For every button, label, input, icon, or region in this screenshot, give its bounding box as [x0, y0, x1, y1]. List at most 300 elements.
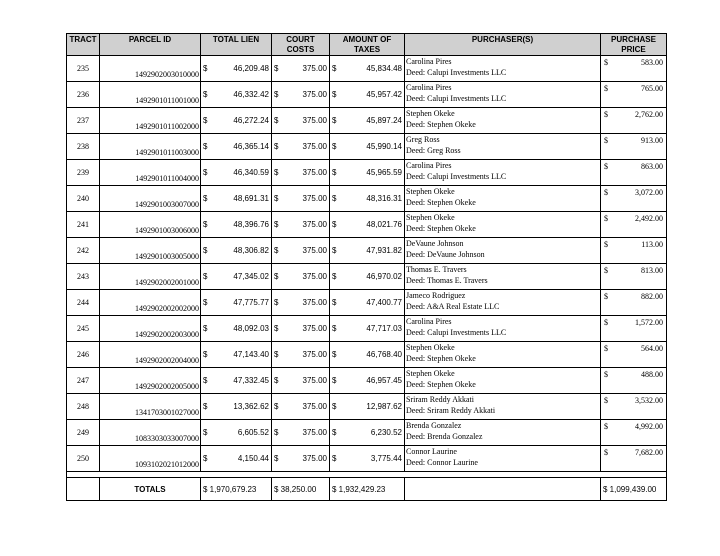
taxes-cell [330, 238, 405, 264]
parcel-id: 1492902003010000 [100, 56, 201, 82]
purchase-price-cell [601, 394, 667, 420]
currency-symbol: $ [604, 292, 608, 301]
purchaser-name: Carolina Pires [406, 57, 452, 66]
total-lien-cell [201, 394, 272, 420]
purchaser-cell [405, 368, 601, 394]
tract-number: 238 [67, 134, 100, 160]
currency-symbol: $ [203, 402, 208, 411]
total-lien-value: 46,365.14 [233, 142, 269, 151]
taxes-cell [330, 212, 405, 238]
court-costs-cell [272, 212, 330, 238]
purchaser-name: Stephen Okeke [406, 187, 455, 196]
parcel-id: 1492901011004000 [100, 160, 201, 186]
parcel-id: 1492902002005000 [100, 368, 201, 394]
header-purchasers: PURCHASER(S) [405, 34, 601, 56]
court-costs-cell [272, 264, 330, 290]
court-costs-value: 375.00 [302, 350, 327, 359]
tract-number: 235 [67, 56, 100, 82]
deed-holder: Deed: DeVaune Johnson [406, 250, 485, 259]
purchaser-cell [405, 160, 601, 186]
total-lien-cell [201, 160, 272, 186]
currency-symbol: $ [274, 220, 279, 229]
deed-holder: Deed: Greg Ross [406, 146, 461, 155]
court-costs-cell [272, 446, 330, 472]
purchase-price-cell [601, 82, 667, 108]
total-lien-cell [201, 316, 272, 342]
currency-symbol: $ [203, 350, 208, 359]
purchase-price-value: 2,492.00 [635, 214, 663, 223]
court-costs-value: 375.00 [302, 194, 327, 203]
purchaser-name: Greg Ross [406, 135, 440, 144]
currency-symbol: $ [332, 194, 337, 203]
currency-symbol: $ [274, 64, 279, 73]
currency-symbol: $ [332, 246, 337, 255]
taxes-value: 6,230.52 [370, 428, 402, 437]
currency-symbol: $ [332, 454, 337, 463]
currency-symbol: $ [604, 188, 608, 197]
totals-purchaser-blank [405, 478, 601, 501]
court-costs-cell [272, 160, 330, 186]
court-costs-cell [272, 186, 330, 212]
tract-number: 236 [67, 82, 100, 108]
totals-court-costs: $ 38,250.00 [272, 478, 330, 501]
totals-purchase-price: $ 1,099,439.00 [601, 478, 667, 501]
header-tract: TRACT [67, 34, 100, 56]
taxes-cell [330, 420, 405, 446]
purchaser-name: Jameco Rodriguez [406, 291, 466, 300]
purchaser-name: Connor Laurine [406, 447, 457, 456]
currency-symbol: $ [604, 266, 608, 275]
header-amount-of-taxes: AMOUNT OF TAXES [330, 34, 405, 56]
taxes-value: 45,834.48 [366, 64, 402, 73]
purchaser-name: Carolina Pires [406, 83, 452, 92]
currency-symbol: $ [274, 324, 279, 333]
currency-symbol: $ [604, 58, 608, 67]
court-costs-value: 375.00 [302, 64, 327, 73]
total-lien-value: 46,332.42 [233, 90, 269, 99]
currency-symbol: $ [274, 272, 279, 281]
taxes-cell [330, 82, 405, 108]
court-costs-cell [272, 134, 330, 160]
tract-number: 248 [67, 394, 100, 420]
court-costs-cell [272, 342, 330, 368]
taxes-cell [330, 290, 405, 316]
purchaser-name: Stephen Okeke [406, 109, 455, 118]
court-costs-cell [272, 56, 330, 82]
purchase-price-cell [601, 56, 667, 82]
currency-symbol: $ [203, 246, 208, 255]
deed-holder: Deed: A&A Real Estate LLC [406, 302, 500, 311]
currency-symbol: $ [332, 64, 337, 73]
court-costs-value: 375.00 [302, 402, 327, 411]
currency-symbol: $ [332, 428, 337, 437]
parcel-id: 1093102021012000 [100, 446, 201, 472]
purchaser-name: Carolina Pires [406, 161, 452, 170]
total-lien-cell [201, 56, 272, 82]
parcel-id: 1492901011003000 [100, 134, 201, 160]
currency-symbol: $ [604, 370, 608, 379]
purchase-price-cell [601, 290, 667, 316]
currency-symbol: $ [332, 298, 337, 307]
tract-number: 242 [67, 238, 100, 264]
header-total-lien: TOTAL LIEN [201, 34, 272, 56]
court-costs-cell [272, 420, 330, 446]
parcel-id: 1492902002002000 [100, 290, 201, 316]
purchase-price-cell [601, 108, 667, 134]
table-row [67, 290, 667, 316]
currency-symbol: $ [332, 272, 337, 281]
totals-blank [67, 478, 100, 501]
taxes-value: 46,957.45 [366, 376, 402, 385]
purchase-price-value: 882.00 [641, 292, 663, 301]
court-costs-value: 375.00 [302, 298, 327, 307]
currency-symbol: $ [332, 376, 337, 385]
parcel-id: 1083303033007000 [100, 420, 201, 446]
total-lien-cell [201, 420, 272, 446]
taxes-cell [330, 316, 405, 342]
currency-symbol: $ [203, 428, 208, 437]
purchaser-cell [405, 82, 601, 108]
deed-holder: Deed: Stephen Okeke [406, 120, 476, 129]
purchase-price-cell [601, 160, 667, 186]
taxes-value: 45,990.14 [366, 142, 402, 151]
taxes-cell [330, 368, 405, 394]
purchase-price-cell [601, 420, 667, 446]
court-costs-value: 375.00 [302, 272, 327, 281]
currency-symbol: $ [332, 142, 337, 151]
taxes-value: 47,400.77 [366, 298, 402, 307]
table-row [67, 420, 667, 446]
table-row [67, 368, 667, 394]
taxes-value: 45,965.59 [366, 168, 402, 177]
currency-symbol: $ [203, 168, 208, 177]
currency-symbol: $ [604, 344, 608, 353]
currency-symbol: $ [604, 396, 608, 405]
purchaser-name: DeVaune Johnson [406, 239, 464, 248]
deed-holder: Deed: Stephen Okeke [406, 380, 476, 389]
currency-symbol: $ [332, 324, 337, 333]
deed-holder: Deed: Brenda Gonzalez [406, 432, 483, 441]
parcel-id: 1492902002004000 [100, 342, 201, 368]
table-row [67, 264, 667, 290]
tax-sale-results-table [66, 33, 667, 501]
total-lien-value: 47,775.77 [233, 298, 269, 307]
purchase-price-cell [601, 446, 667, 472]
total-lien-value: 47,143.40 [233, 350, 269, 359]
taxes-value: 46,768.40 [366, 350, 402, 359]
purchaser-cell [405, 56, 601, 82]
purchase-price-value: 1,572.00 [635, 318, 663, 327]
table-row [67, 186, 667, 212]
court-costs-cell [272, 290, 330, 316]
total-lien-value: 48,691.31 [233, 194, 269, 203]
table-row [67, 342, 667, 368]
currency-symbol: $ [203, 324, 208, 333]
table-row [67, 82, 667, 108]
total-lien-value: 48,092.03 [233, 324, 269, 333]
taxes-value: 48,021.76 [366, 220, 402, 229]
purchase-price-value: 765.00 [641, 84, 663, 93]
court-costs-cell [272, 394, 330, 420]
total-lien-cell [201, 134, 272, 160]
purchase-price-cell [601, 186, 667, 212]
purchaser-cell [405, 290, 601, 316]
currency-symbol: $ [274, 142, 279, 151]
purchase-price-value: 564.00 [641, 344, 663, 353]
currency-symbol: $ [604, 240, 608, 249]
table-row [67, 56, 667, 82]
totals-row [67, 478, 667, 501]
parcel-id: 1492902002003000 [100, 316, 201, 342]
deed-holder: Deed: Connor Laurine [406, 458, 478, 467]
taxes-cell [330, 264, 405, 290]
taxes-value: 12,987.62 [366, 402, 402, 411]
tract-number: 240 [67, 186, 100, 212]
currency-symbol: $ [604, 318, 608, 327]
total-lien-value: 46,209.48 [233, 64, 269, 73]
purchaser-cell [405, 420, 601, 446]
parcel-id: 1492901011001000 [100, 82, 201, 108]
total-lien-cell [201, 238, 272, 264]
court-costs-value: 375.00 [302, 324, 327, 333]
total-lien-cell [201, 264, 272, 290]
parcel-id: 1492901003006000 [100, 212, 201, 238]
purchaser-cell [405, 108, 601, 134]
deed-holder: Deed: Calupi Investments LLC [406, 68, 507, 77]
table-row [67, 160, 667, 186]
purchaser-cell [405, 342, 601, 368]
tract-number: 239 [67, 160, 100, 186]
purchaser-name: Carolina Pires [406, 317, 452, 326]
table-row [67, 446, 667, 472]
purchase-price-cell [601, 238, 667, 264]
purchase-price-value: 488.00 [641, 370, 663, 379]
taxes-value: 47,717.03 [366, 324, 402, 333]
currency-symbol: $ [203, 454, 208, 463]
purchase-price-value: 113.00 [641, 240, 663, 249]
total-lien-value: 46,272.24 [233, 116, 269, 125]
purchaser-cell [405, 316, 601, 342]
purchase-price-cell [601, 134, 667, 160]
total-lien-value: 48,396.76 [233, 220, 269, 229]
currency-symbol: $ [203, 142, 208, 151]
purchase-price-cell [601, 316, 667, 342]
total-lien-cell [201, 368, 272, 394]
currency-symbol: $ [203, 194, 208, 203]
taxes-value: 46,970.02 [366, 272, 402, 281]
purchase-price-cell [601, 342, 667, 368]
currency-symbol: $ [274, 116, 279, 125]
currency-symbol: $ [274, 298, 279, 307]
total-lien-value: 47,345.02 [233, 272, 269, 281]
parcel-id: 1492901011002000 [100, 108, 201, 134]
taxes-cell [330, 56, 405, 82]
currency-symbol: $ [203, 272, 208, 281]
currency-symbol: $ [604, 448, 608, 457]
purchase-price-cell [601, 368, 667, 394]
currency-symbol: $ [274, 454, 279, 463]
header-row [67, 34, 667, 56]
taxes-cell [330, 446, 405, 472]
currency-symbol: $ [274, 246, 279, 255]
currency-symbol: $ [203, 376, 208, 385]
court-costs-cell [272, 316, 330, 342]
purchaser-name: Stephen Okeke [406, 369, 455, 378]
tract-number: 250 [67, 446, 100, 472]
parcel-id: 1492902002001000 [100, 264, 201, 290]
taxes-cell [330, 134, 405, 160]
court-costs-value: 375.00 [302, 90, 327, 99]
taxes-cell [330, 160, 405, 186]
table-row [67, 238, 667, 264]
total-lien-value: 4,150.44 [237, 454, 269, 463]
currency-symbol: $ [604, 162, 608, 171]
currency-symbol: $ [274, 90, 279, 99]
header-purchase-price: PURCHASE PRICE [601, 34, 667, 56]
court-costs-value: 375.00 [302, 428, 327, 437]
taxes-value: 45,897.24 [366, 116, 402, 125]
total-lien-cell [201, 290, 272, 316]
tract-number: 244 [67, 290, 100, 316]
table-row [67, 134, 667, 160]
court-costs-cell [272, 108, 330, 134]
currency-symbol: $ [604, 422, 608, 431]
purchase-price-value: 3,532.00 [635, 396, 663, 405]
parcel-id: 1341703001027000 [100, 394, 201, 420]
total-lien-cell [201, 108, 272, 134]
purchaser-name: Stephen Okeke [406, 213, 455, 222]
court-costs-value: 375.00 [302, 376, 327, 385]
purchaser-name: Stephen Okeke [406, 343, 455, 352]
currency-symbol: $ [332, 220, 337, 229]
total-lien-value: 47,332.45 [233, 376, 269, 385]
purchase-price-cell [601, 264, 667, 290]
taxes-cell [330, 394, 405, 420]
currency-symbol: $ [332, 90, 337, 99]
taxes-cell [330, 342, 405, 368]
taxes-value: 3,775.44 [370, 454, 402, 463]
currency-symbol: $ [332, 168, 337, 177]
tract-number: 249 [67, 420, 100, 446]
purchase-price-value: 583.00 [641, 58, 663, 67]
total-lien-cell [201, 212, 272, 238]
currency-symbol: $ [274, 168, 279, 177]
currency-symbol: $ [203, 116, 208, 125]
court-costs-value: 375.00 [302, 116, 327, 125]
purchase-price-value: 813.00 [641, 266, 663, 275]
parcel-id: 1492901003005000 [100, 238, 201, 264]
currency-symbol: $ [332, 350, 337, 359]
purchase-price-value: 863.00 [641, 162, 663, 171]
purchase-price-value: 913.00 [641, 136, 663, 145]
currency-symbol: $ [604, 84, 608, 93]
purchase-price-cell [601, 212, 667, 238]
purchaser-cell [405, 264, 601, 290]
table-row [67, 212, 667, 238]
currency-symbol: $ [332, 116, 337, 125]
table-row [67, 394, 667, 420]
currency-symbol: $ [332, 402, 337, 411]
tract-number: 243 [67, 264, 100, 290]
taxes-value: 45,957.42 [366, 90, 402, 99]
currency-symbol: $ [274, 350, 279, 359]
total-lien-cell [201, 446, 272, 472]
deed-holder: Deed: Calupi Investments LLC [406, 94, 507, 103]
court-costs-value: 375.00 [302, 142, 327, 151]
total-lien-value: 46,340.59 [233, 168, 269, 177]
purchaser-name: Brenda Gonzalez [406, 421, 462, 430]
deed-holder: Deed: Stephen Okeke [406, 224, 476, 233]
currency-symbol: $ [203, 90, 208, 99]
taxes-value: 48,316.31 [366, 194, 402, 203]
deed-holder: Deed: Stephen Okeke [406, 354, 476, 363]
taxes-value: 47,931.82 [366, 246, 402, 255]
total-lien-value: 6,605.52 [237, 428, 269, 437]
court-costs-cell [272, 238, 330, 264]
currency-symbol: $ [604, 136, 608, 145]
currency-symbol: $ [203, 220, 208, 229]
tract-number: 245 [67, 316, 100, 342]
purchase-price-value: 2,762.00 [635, 110, 663, 119]
deed-holder: Deed: Sriram Reddy Akkati [406, 406, 496, 415]
total-lien-cell [201, 82, 272, 108]
tract-number: 241 [67, 212, 100, 238]
parcel-id: 1492901003007000 [100, 186, 201, 212]
currency-symbol: $ [604, 110, 608, 119]
court-costs-value: 375.00 [302, 220, 327, 229]
totals-label: TOTALS [100, 478, 201, 501]
purchaser-name: Sriram Reddy Akkati [406, 395, 474, 404]
deed-holder: Deed: Thomas E. Travers [406, 276, 488, 285]
currency-symbol: $ [604, 214, 608, 223]
purchase-price-value: 3,072.00 [635, 188, 663, 197]
court-costs-value: 375.00 [302, 168, 327, 177]
header-parcel-id: PARCEL ID [100, 34, 201, 56]
totals-taxes: $ 1,932,429.23 [330, 478, 405, 501]
court-costs-value: 375.00 [302, 246, 327, 255]
purchase-price-value: 7,682.00 [635, 448, 663, 457]
purchaser-cell [405, 134, 601, 160]
total-lien-cell [201, 342, 272, 368]
tract-number: 247 [67, 368, 100, 394]
deed-holder: Deed: Stephen Okeke [406, 198, 476, 207]
currency-symbol: $ [203, 64, 208, 73]
purchaser-cell [405, 394, 601, 420]
total-lien-value: 13,362.62 [233, 402, 269, 411]
court-costs-value: 375.00 [302, 454, 327, 463]
currency-symbol: $ [274, 376, 279, 385]
court-costs-cell [272, 368, 330, 394]
deed-holder: Deed: Calupi Investments LLC [406, 328, 507, 337]
purchase-price-value: 4,992.00 [635, 422, 663, 431]
purchaser-cell [405, 186, 601, 212]
currency-symbol: $ [203, 298, 208, 307]
court-costs-cell [272, 82, 330, 108]
total-lien-value: 48,306.82 [233, 246, 269, 255]
total-lien-cell [201, 186, 272, 212]
currency-symbol: $ [274, 428, 279, 437]
currency-symbol: $ [274, 194, 279, 203]
table-row [67, 108, 667, 134]
taxes-cell [330, 186, 405, 212]
taxes-cell [330, 108, 405, 134]
purchaser-cell [405, 446, 601, 472]
currency-symbol: $ [274, 402, 279, 411]
purchaser-cell [405, 238, 601, 264]
tract-number: 246 [67, 342, 100, 368]
tract-number: 237 [67, 108, 100, 134]
table-row [67, 316, 667, 342]
